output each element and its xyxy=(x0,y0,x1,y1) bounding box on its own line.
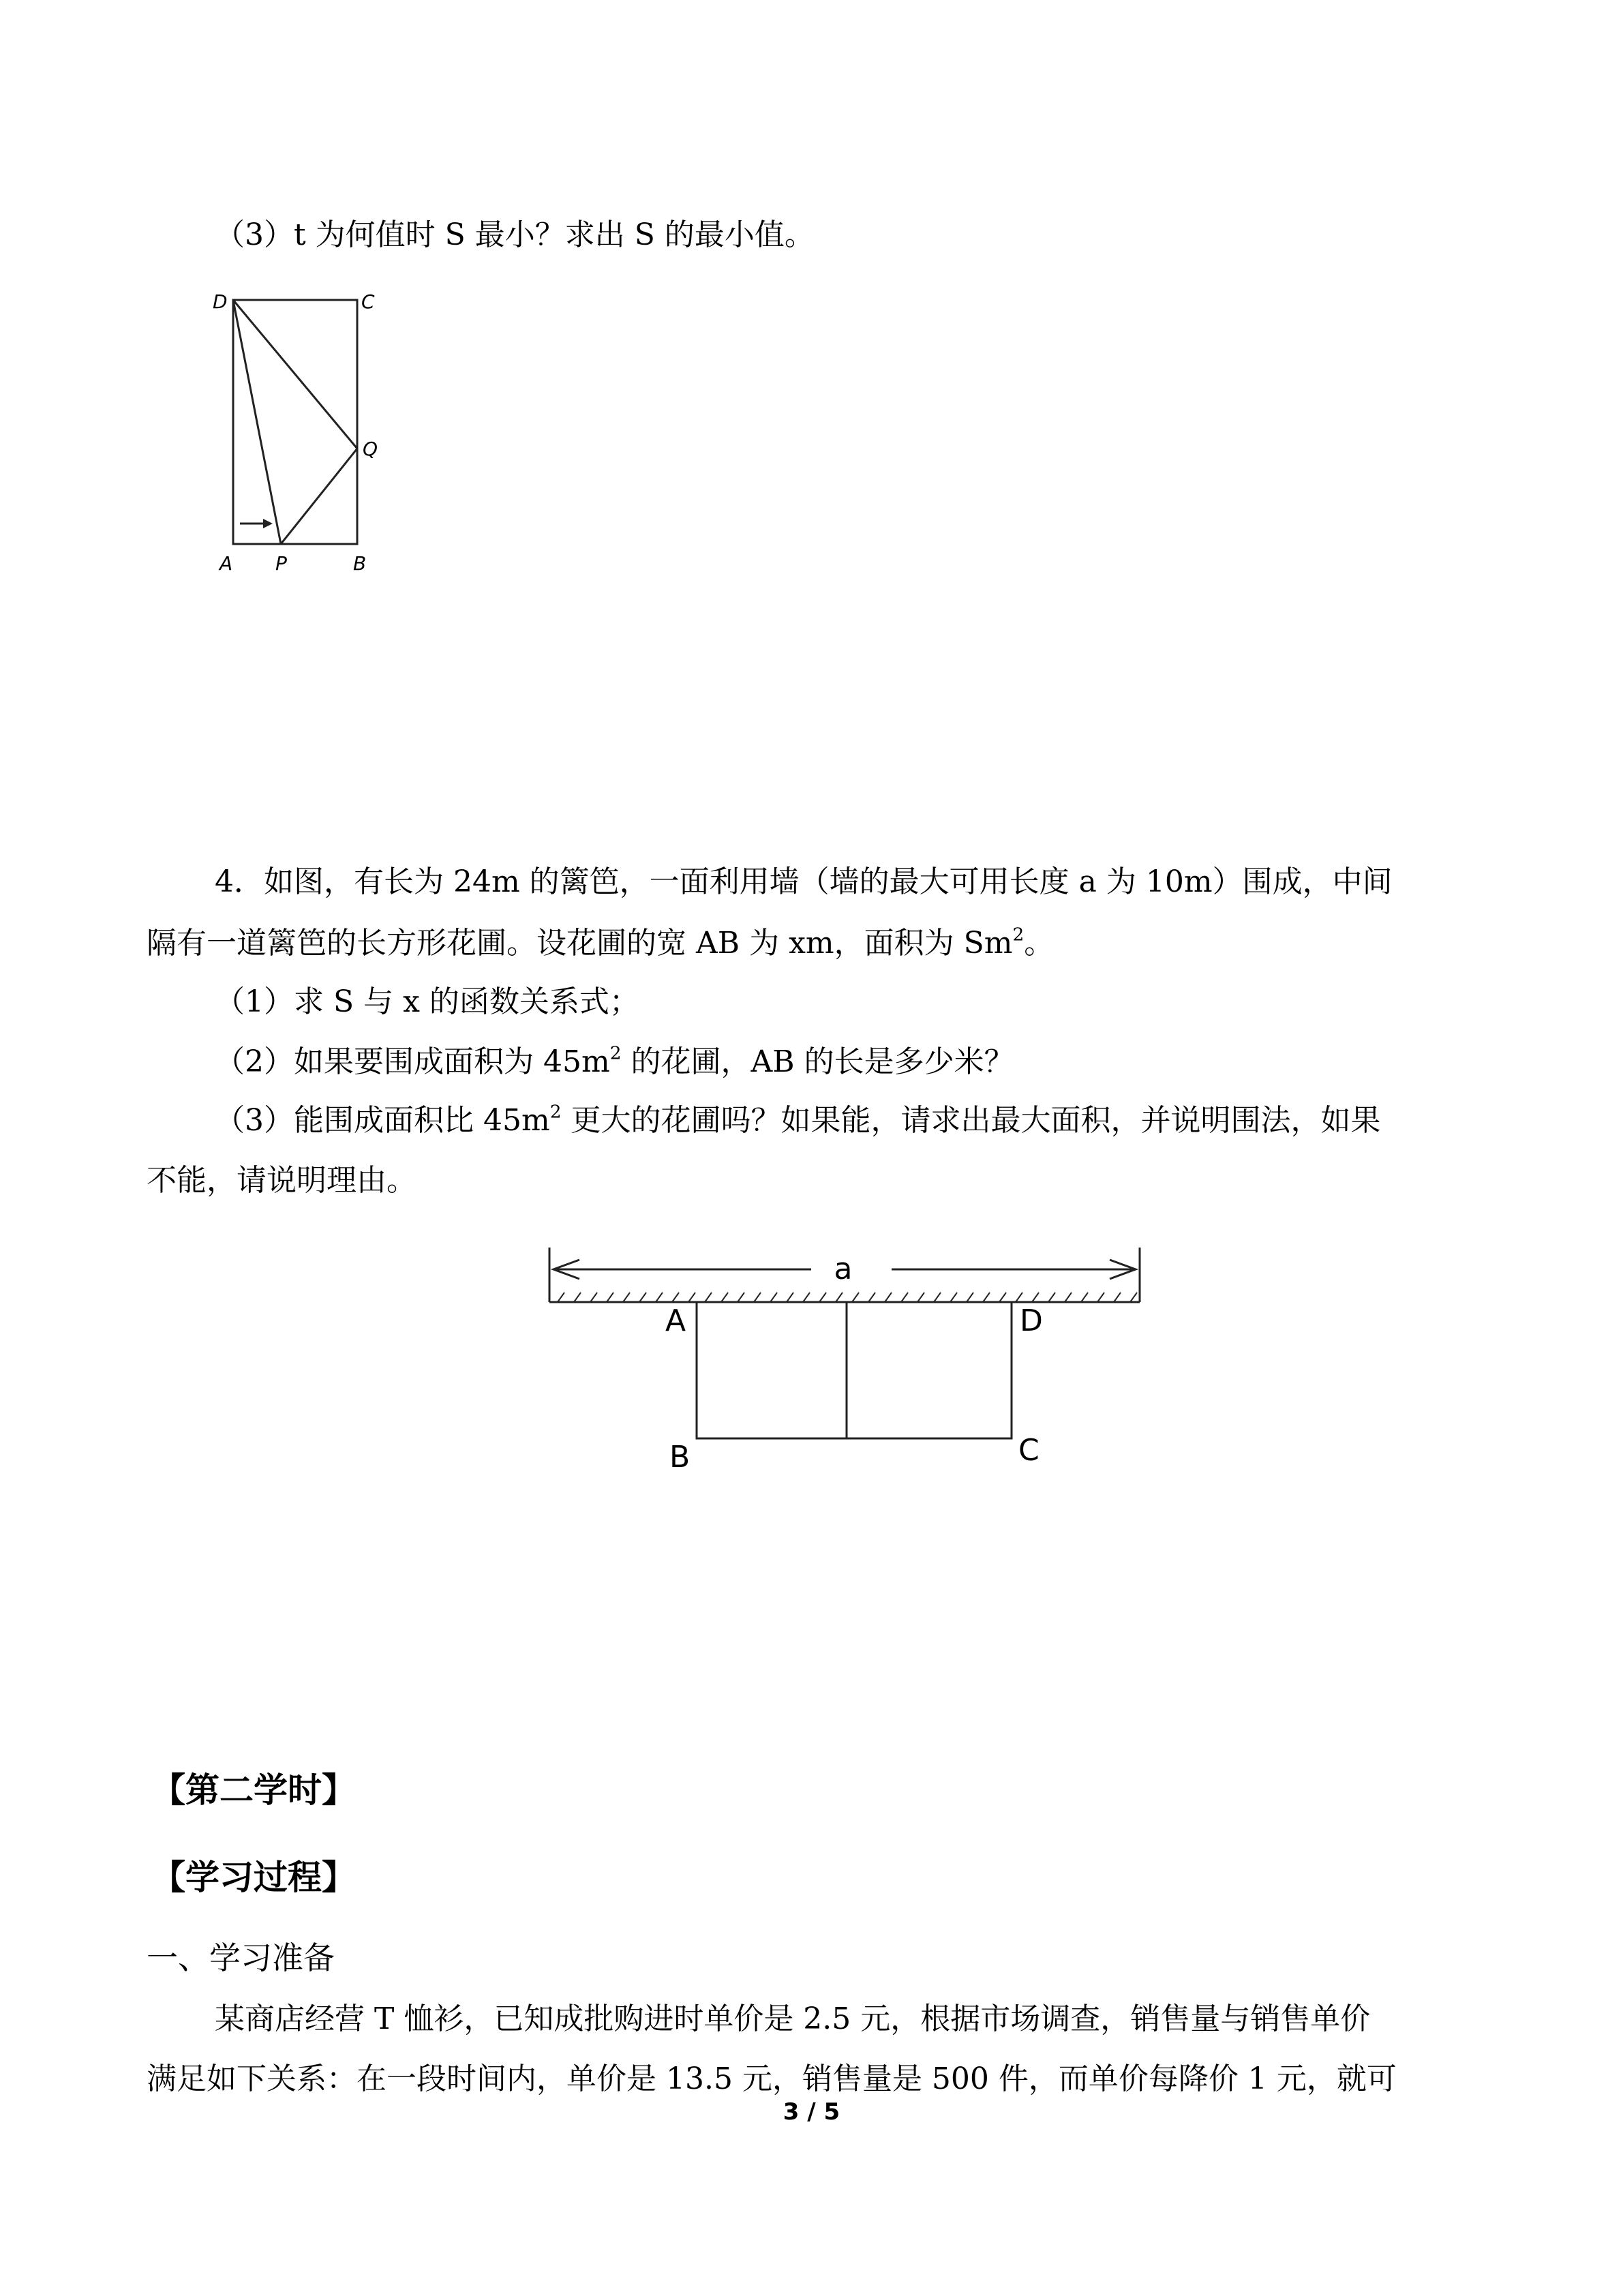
section-heading-learning-process: 【学习过程】 xyxy=(151,1858,356,1897)
segment-dq xyxy=(233,300,357,449)
question-4-part-1: （1）求 S 与 x 的函数关系式； xyxy=(215,984,639,1019)
subheading-preparation: 一、学习准备 xyxy=(147,1939,335,1976)
garden-figure xyxy=(539,1241,1152,1486)
label-wall-a: a xyxy=(834,1252,853,1286)
section-heading-second-period: 【第二学时】 xyxy=(151,1770,356,1810)
question-4-part-2: （2）如果要围成面积为 $45m^2$ 的花圃，AB 的长是多少米？ xyxy=(215,1042,1014,1079)
arrow-icon xyxy=(263,519,273,528)
question-4-line-2: 隔有一道篱笆的长方形花圃。设花圃的宽 AB 为 xm，面积为 Sm$^2$。 xyxy=(147,924,1055,961)
label-p: P xyxy=(275,552,287,575)
label-d: D xyxy=(213,290,228,313)
paragraph-line-2: 满足如下关系：在一段时间内，单价是 13.5 元，销售量是 500 件，而单价每降价 1 元，就可 xyxy=(147,2061,1397,2096)
rectangle-abcd xyxy=(233,300,357,544)
garden-fence xyxy=(697,1302,1012,1438)
segment-dp xyxy=(233,300,281,544)
label-a: A xyxy=(219,552,233,575)
label-c: C xyxy=(1018,1433,1040,1468)
paragraph-line-1: 某商店经营 T 恤衫，已知成批购进时单价是 2.5 元，根据市场调查，销售量与销售单价 xyxy=(215,2002,1371,2036)
label-q: Q xyxy=(363,438,378,460)
question-4-line-1: 4．如图，有长为 24m 的篱笆，一面利用墙（墙的最大可用长度 a 为 10m）围成，中间 xyxy=(215,864,1393,899)
page-number: 3 / 5 xyxy=(783,2098,840,2126)
question-3-text: （3）t 为何值时 S 最小？求出 S 的最小值。 xyxy=(215,217,815,252)
label-a: A xyxy=(665,1303,686,1338)
question-4-part-3-line-2: 不能，请说明理由。 xyxy=(147,1163,416,1198)
question-4-part-3: （3）能围成面积比 $45m^2$ 更大的花圃吗？如果能，请求出最大面积，并说明围法，如果 xyxy=(215,1101,1381,1138)
rectangle-figure xyxy=(204,280,395,579)
segment-pq xyxy=(281,449,357,544)
label-b: B xyxy=(669,1440,691,1475)
label-c: C xyxy=(361,290,375,313)
wall-hatching xyxy=(558,1293,1137,1302)
label-d: D xyxy=(1020,1303,1043,1338)
label-b: B xyxy=(353,552,367,575)
